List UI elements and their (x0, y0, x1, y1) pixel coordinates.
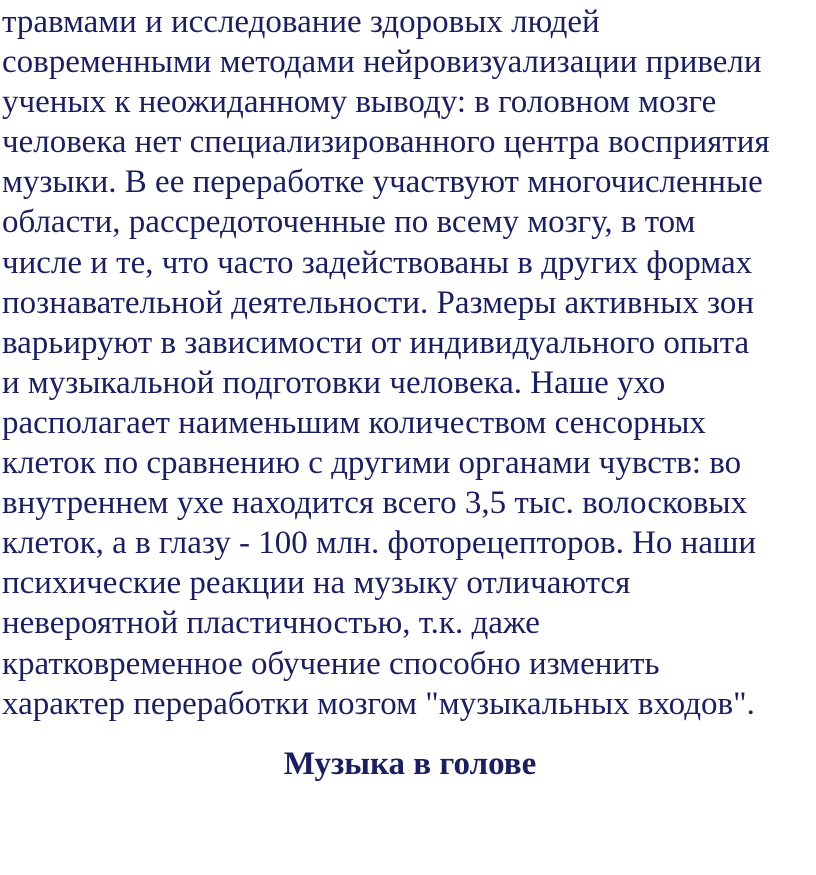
section-heading: Музыка в голове (283, 746, 537, 782)
paragraph-line: клеток по сравнению с другими органами чувств: во (2, 445, 742, 482)
paragraph-line: располагает наименьшим количеством сенсорных (2, 404, 706, 441)
paragraph-line: клеток, а в глазу - 100 млн. фоторецепторов. Но наши (2, 525, 757, 562)
paragraph-line: кратковременное обучение способно изменить (2, 645, 660, 682)
paragraph-line: познавательной деятельности. Размеры активных зон (2, 284, 755, 321)
paragraph-line: современными методами нейровизуализации привели (2, 44, 762, 81)
paragraph-line: травмами и исследование здоровых людей (2, 4, 600, 40)
paragraph-line: невероятной пластичностью, т.к. даже (2, 605, 540, 642)
paragraph-line: варьируют в зависимости от индивидуального опыта (2, 324, 750, 361)
paragraph-line: характер переработки мозгом "музыкальных входов". (2, 685, 755, 722)
paragraph-line: ученых к неожиданному выводу: в головном мозге (2, 84, 717, 121)
body-paragraph (2, 2, 814, 724)
paragraph-line: музыки. В ее переработке участвуют многочисленные (2, 164, 763, 201)
paragraph-line: человека нет специализированного центра восприятия (2, 124, 770, 161)
paragraph-line: области, рассредоточенные по всему мозгу, в том (2, 204, 696, 241)
paragraph-line: и музыкальной подготовки человека. Наше ухо (2, 364, 666, 401)
paragraph-line: психические реакции на музыку отличаются (2, 565, 631, 602)
paragraph-line: числе и те, что часто задействованы в других формах (2, 244, 753, 281)
paragraph-line: внутреннем ухе находится всего 3,5 тыс. волосковых (2, 485, 748, 522)
